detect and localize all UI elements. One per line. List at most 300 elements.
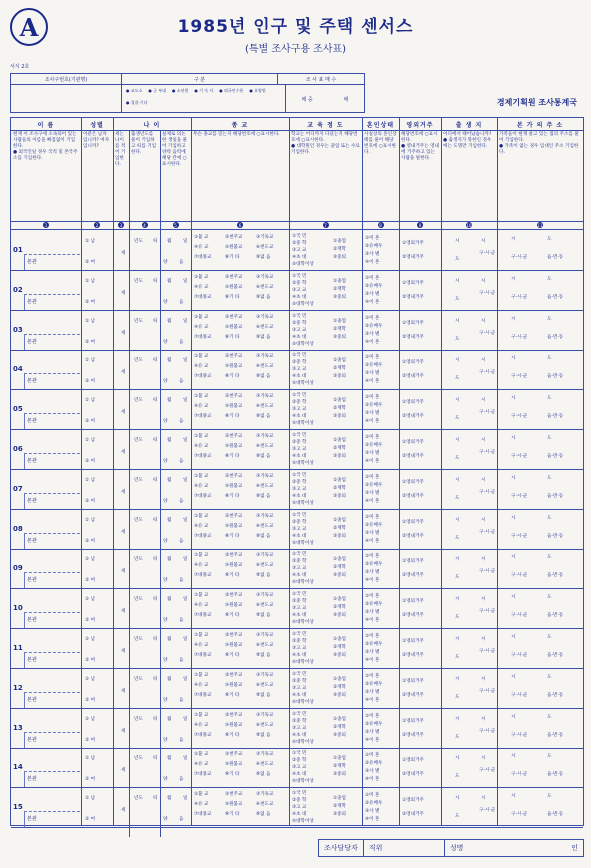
relation-label: 본관 (27, 298, 37, 305)
religion-option: ⑨없 음 (256, 414, 271, 420)
column-instruction: 사실상의 혼인상태를 물어 해당번호에 ○표시한다. (364, 132, 397, 155)
barracks-option: ①영외거주 (402, 798, 424, 804)
birthplace-province: 도 (455, 376, 460, 382)
education-status-option: ③중퇴 (333, 533, 346, 539)
marital-option: ①미 혼 (365, 713, 380, 719)
education-status-option: ③중퇴 (333, 334, 346, 340)
birthplace-city: 시 (455, 637, 460, 642)
marital-option: ②유배우 (365, 681, 383, 687)
marital-option: ④이 혼 (365, 538, 380, 544)
table-row[interactable] (11, 668, 583, 709)
sex-female-option: ② 여 (85, 737, 96, 743)
education-status-option: ①졸업 (333, 597, 346, 603)
solar-option: 양 (163, 339, 168, 345)
religion-option: ③기독교 (256, 672, 274, 678)
birthday-month-label: 월 (167, 637, 172, 642)
religion-option: ⑨없 음 (256, 732, 271, 738)
education-option: ②중 학 (292, 758, 307, 764)
column-number-badge: 10 (466, 222, 472, 228)
religion-option: ⑥천도교 (256, 682, 274, 688)
education-status-option: ②재학 (333, 525, 346, 531)
address-part: 시 (511, 595, 516, 601)
religion-option: ⑧기 타 (225, 334, 240, 340)
relation-label: 본관 (27, 418, 37, 425)
sex-female-option: ② 여 (85, 339, 96, 345)
religion-option: ⑨없 음 (256, 533, 271, 539)
sex-male-option: ① 남 (85, 597, 96, 603)
row-number: 05 (13, 405, 23, 414)
birthplace-city-suffix: 시 (481, 239, 486, 244)
census-logo: A (10, 8, 48, 46)
birthday-day-label: 일 (183, 597, 188, 603)
marital-option: ④이 혼 (365, 658, 380, 663)
religion-option: ②천주교 (225, 354, 243, 360)
sex-male-option: ① 남 (85, 796, 96, 802)
education-option: ③고 교 (292, 447, 307, 452)
sex-female-option: ② 여 (85, 618, 96, 624)
education-status-option: ③중퇴 (333, 732, 346, 738)
row-divider (24, 652, 25, 668)
religion-option: ⑤원불교 (225, 762, 243, 768)
birthplace-city-suffix: 시 (481, 517, 486, 523)
row-number: 09 (13, 564, 23, 573)
row-divider (24, 572, 25, 588)
zodiac-label: 띠 (153, 597, 158, 603)
birthday-day-label: 일 (183, 239, 188, 244)
address-part: 읍·면·동 (547, 653, 564, 658)
education-option: ④초 대 (292, 334, 307, 340)
row-divider (24, 692, 25, 708)
education-status-option: ①졸업 (333, 398, 346, 404)
column-header: 이 름 (37, 121, 55, 129)
religion-option: ⑤원불교 (225, 284, 243, 290)
lunar-option: 음 (179, 419, 184, 425)
marital-option: ①미 혼 (365, 514, 380, 520)
address-part: 도 (547, 674, 552, 680)
sex-female-option: ② 여 (85, 777, 96, 783)
education-option: ③고 교 (292, 367, 307, 373)
marital-option: ②유배우 (365, 363, 383, 369)
row-divider (24, 254, 25, 270)
sex-male-option: ① 남 (85, 557, 96, 563)
marital-option: ②유배우 (365, 562, 383, 568)
zodiac-label: 띠 (153, 398, 158, 404)
birthplace-city: 시 (455, 438, 460, 443)
birthplace-city-suffix: 시 (481, 358, 486, 364)
birthplace-city-suffix: 시 (481, 676, 486, 682)
birthday-day-label: 일 (183, 676, 188, 682)
address-part: 시 (511, 794, 516, 800)
address-part: 읍·면·동 (547, 374, 564, 380)
religion-option: ①불 교 (194, 394, 209, 400)
religion-option: ⑤원불교 (225, 444, 243, 449)
religion-option: ②천주교 (225, 274, 243, 280)
birthplace-county: 구·시·군 (479, 251, 496, 256)
birthplace-city: 시 (455, 318, 460, 324)
education-option: ②중 학 (292, 440, 307, 445)
barracks-option: ②영내거주 (402, 653, 424, 658)
religion-option: ①불 교 (194, 633, 209, 638)
religion-option: ⑦대종교 (194, 454, 212, 459)
age-unit: 세 (121, 450, 126, 455)
marital-option: ③사 별 (365, 451, 380, 456)
zodiac-label: 띠 (153, 318, 158, 324)
religion-option: ⑨없 음 (256, 812, 271, 818)
marital-option: ②유배우 (365, 522, 383, 528)
religion-option: ⑥천도교 (256, 762, 274, 768)
table-row[interactable] (11, 389, 583, 430)
religion-option: ④유 교 (194, 324, 209, 330)
zodiac-label: 띠 (153, 358, 158, 364)
religion-option: ①불 교 (194, 473, 209, 479)
column-instruction: 실제로 의논한 생일을 물어 기입하고 양력 음력에 해당 칸에 ○표시한다. (162, 132, 188, 167)
birthplace-city: 시 (455, 756, 460, 762)
row-number: 10 (13, 604, 23, 613)
birthplace-city-suffix: 시 (481, 398, 486, 404)
religion-option: ①불 교 (194, 354, 209, 360)
sex-female-option: ② 여 (85, 498, 96, 504)
religion-option: ②천주교 (225, 792, 243, 798)
column-number-badge: 2 (95, 222, 99, 228)
marital-option: ④이 혼 (365, 260, 380, 265)
name-field[interactable]: 성명 인 (449, 844, 578, 852)
column-instruction: 세는 나이를 적어 기입한다. (115, 132, 126, 167)
birth-year-label: 년도 (134, 438, 143, 443)
religion-option: ⑧기 타 (225, 772, 240, 778)
row-divider (24, 453, 25, 469)
marital-option: ①미 혼 (365, 395, 380, 401)
category-option[interactable]: ● 기 숙 사 (194, 88, 214, 93)
education-status-option: ②재학 (333, 645, 346, 650)
marital-option: ②유배우 (365, 244, 383, 249)
birthday-day-label: 일 (183, 637, 188, 642)
barracks-option: ①영외거주 (402, 320, 424, 326)
religion-option: ③기독교 (256, 314, 274, 320)
row-divider (24, 294, 25, 310)
religion-option: ③기독교 (256, 394, 274, 400)
birthday-day-label: 일 (183, 756, 188, 762)
category-option[interactable]: ● 요양원 (249, 88, 266, 93)
education-status-option: ③중퇴 (333, 493, 346, 499)
age-unit: 세 (121, 609, 126, 615)
birthplace-province: 도 (455, 734, 460, 740)
age-unit: 세 (121, 728, 126, 734)
birth-year-label: 년도 (134, 716, 143, 722)
birth-year-label: 년도 (134, 557, 143, 563)
solar-option: 양 (163, 379, 168, 385)
table-row[interactable] (11, 270, 583, 311)
table-row[interactable] (11, 588, 583, 629)
birthplace-province: 도 (455, 336, 460, 342)
table-row[interactable] (11, 787, 583, 828)
education-option: ③고 교 (292, 606, 307, 612)
sex-female-option: ② 여 (85, 817, 96, 823)
birthplace-city-suffix: 시 (481, 637, 486, 642)
category-option[interactable]: ● 교도소 (126, 88, 143, 93)
address-part: 구·시·군 (511, 414, 528, 420)
education-option: ③고 교 (292, 685, 307, 691)
education-option: ⑤대학이상 (292, 461, 314, 466)
zodiac-label: 띠 (153, 756, 158, 762)
age-unit: 세 (121, 330, 126, 336)
row-divider (24, 732, 80, 733)
address-part: 시 (511, 714, 516, 720)
birthday-month-label: 월 (167, 597, 172, 603)
address-part: 구·시·군 (511, 692, 528, 698)
marital-option: ②유배우 (365, 602, 383, 608)
religion-option: ④유 교 (194, 722, 209, 728)
lunar-option: 음 (179, 459, 184, 464)
religion-option: ⑦대종교 (194, 414, 212, 420)
sex-female-option: ② 여 (85, 538, 96, 544)
education-status-option: ①졸업 (333, 796, 346, 802)
religion-option: ②천주교 (225, 712, 243, 718)
zodiac-label: 띠 (153, 796, 158, 802)
category-option[interactable]: ● 군 부대 (148, 88, 166, 93)
birthplace-city: 시 (455, 358, 460, 364)
address-part: 도 (547, 396, 552, 402)
birth-year-label: 년도 (134, 796, 143, 802)
marital-option: ①미 혼 (365, 275, 380, 281)
religion-option: ⑥천도교 (256, 324, 274, 330)
education-option: ②중 학 (292, 320, 307, 326)
surveyor-signature-box (318, 839, 584, 857)
address-part: 시 (511, 635, 516, 640)
column-instruction: 해당번호에 ○표시한다. ● 영내거주는 영내에 거주하고 있는 사람을 말한다. (401, 132, 439, 161)
religion-option: ⑧기 타 (225, 374, 240, 380)
religion-option: ⑨없 음 (256, 573, 271, 579)
birthday-month-label: 월 (167, 398, 172, 404)
table-row[interactable] (11, 230, 583, 271)
marital-option: ②유배우 (365, 482, 383, 488)
age-unit: 세 (121, 410, 126, 416)
row-divider (24, 294, 80, 295)
religion-option: ④유 교 (194, 284, 209, 290)
education-status-option: ②재학 (333, 804, 346, 810)
zodiac-label: 띠 (153, 438, 158, 443)
row-divider (24, 533, 80, 534)
religion-option: ⑧기 타 (225, 533, 240, 539)
marital-option: ④이 혼 (365, 459, 380, 464)
marital-option: ③사 별 (365, 530, 380, 536)
address-part: 읍·면·동 (547, 812, 564, 818)
religion-option: ⑧기 타 (225, 613, 240, 619)
education-option: ①국 민 (292, 273, 307, 279)
marital-option: ②유배우 (365, 403, 383, 409)
religion-option: ④유 교 (194, 364, 209, 370)
sex-male-option: ① 남 (85, 358, 96, 364)
survey-no-field[interactable] (11, 85, 122, 113)
row-divider (24, 493, 25, 509)
barracks-option: ②영내거주 (402, 732, 424, 738)
barracks-option: ①영외거주 (402, 718, 424, 724)
religion-option: ②천주교 (225, 593, 243, 599)
birthday-day-label: 일 (183, 278, 188, 284)
religion-option: ②천주교 (225, 434, 243, 439)
lunar-option: 음 (179, 498, 184, 504)
table-row[interactable] (11, 509, 583, 550)
religion-option: ①불 교 (194, 752, 209, 758)
marital-option: ①미 혼 (365, 435, 380, 440)
religion-option: ①불 교 (194, 434, 209, 439)
row-divider (24, 334, 80, 335)
religion-option: ④유 교 (194, 245, 209, 250)
address-part: 도 (547, 635, 552, 640)
table-row[interactable] (11, 708, 583, 749)
birthplace-province: 도 (455, 615, 460, 621)
education-option: ④초 대 (292, 414, 307, 420)
table-row[interactable] (11, 628, 583, 669)
category-option[interactable]: ● 경찰·기타 (126, 99, 148, 105)
religion-option: ⑥천도교 (256, 444, 274, 449)
birthplace-province: 도 (455, 814, 460, 820)
age-unit: 세 (121, 370, 126, 376)
table-row[interactable] (11, 469, 583, 510)
row-number: 13 (13, 723, 23, 732)
religion-option: ④유 교 (194, 603, 209, 609)
religion-option: ⑤원불교 (225, 603, 243, 609)
education-option: ③고 교 (292, 725, 307, 731)
address-part: 도 (547, 794, 552, 800)
sex-male-option: ① 남 (85, 318, 96, 324)
birthplace-county: 구·시·군 (479, 649, 496, 654)
table-row[interactable] (11, 349, 583, 390)
religion-option: ④유 교 (194, 444, 209, 449)
barracks-option: ①영외거주 (402, 479, 424, 485)
education-option: ⑤대학이상 (292, 540, 314, 546)
address-part: 시 (511, 754, 516, 760)
address-part: 시 (511, 674, 516, 680)
education-option: ①국 민 (292, 512, 307, 518)
birthday-day-label: 일 (183, 557, 188, 563)
birthplace-county: 구·시·군 (479, 450, 496, 455)
barracks-option: ②영내거주 (402, 692, 424, 698)
barracks-option: ②영내거주 (402, 772, 424, 778)
marital-option: ①미 혼 (365, 315, 380, 321)
barracks-option: ①영외거주 (402, 559, 424, 565)
category-option[interactable]: ● 외국인수용 (219, 88, 244, 93)
barracks-option: ①영외거주 (402, 599, 424, 605)
column-instruction: 어디에서 태어났습니까? ● 출생지가 북한인 경우에는 도명만 기입한다. (443, 132, 492, 149)
birthday-month-label: 월 (167, 557, 172, 563)
address-part: 구·시·군 (511, 613, 528, 619)
birthplace-county: 구·시·군 (479, 688, 496, 694)
marital-option: ③사 별 (365, 371, 380, 377)
education-option: ①국 민 (292, 632, 307, 637)
row-number: 11 (13, 644, 23, 652)
religion-option: ⑨없 음 (256, 692, 271, 698)
education-status-option: ①졸업 (333, 557, 346, 563)
religion-option: ②천주교 (225, 553, 243, 559)
row-number: 08 (13, 524, 23, 533)
solar-option: 양 (163, 618, 168, 624)
relation-label: 본관 (27, 657, 37, 663)
table-row[interactable] (11, 310, 583, 351)
birth-year-label: 년도 (134, 477, 143, 483)
marital-option: ②유배우 (365, 721, 383, 727)
sheets-field[interactable]: 매 중 매 (301, 96, 349, 103)
religion-option: ⑨없 음 (256, 334, 271, 340)
birthplace-province: 도 (455, 416, 460, 422)
religion-option: ⑦대종교 (194, 255, 212, 260)
education-option: ②중 학 (292, 280, 307, 286)
birthplace-city-suffix: 시 (481, 477, 486, 483)
relation-label: 본관 (27, 378, 37, 385)
religion-option: ①불 교 (194, 712, 209, 718)
religion-option: ⑤원불교 (225, 523, 243, 529)
marital-option: ③사 별 (365, 689, 380, 695)
birth-year-label: 년도 (134, 318, 143, 324)
column-number-badge: 4 (143, 222, 146, 228)
address-part: 도 (547, 356, 552, 362)
religion-option: ⑦대종교 (194, 653, 212, 658)
religion-option: ⑥천도교 (256, 802, 274, 808)
sex-female-option: ② 여 (85, 260, 96, 265)
education-status-option: ①졸업 (333, 438, 346, 443)
age-unit: 세 (121, 569, 126, 575)
religion-option: ⑧기 타 (225, 294, 240, 300)
position-field[interactable]: 직위 (364, 840, 445, 856)
barracks-option: ①영외거주 (402, 758, 424, 764)
religion-option: ⑤원불교 (225, 722, 243, 728)
sex-male-option: ① 남 (85, 239, 96, 244)
education-option: ⑤대학이상 (292, 779, 314, 785)
birthday-month-label: 월 (167, 358, 172, 364)
birthplace-county: 구·시·군 (479, 410, 496, 416)
birthplace-county: 구·시·군 (479, 808, 496, 814)
row-number: 03 (13, 325, 23, 334)
religion-option: ④유 교 (194, 563, 209, 569)
relation-label: 본관 (27, 458, 37, 464)
birthplace-province: 도 (455, 694, 460, 700)
birthplace-province: 도 (455, 575, 460, 581)
row-divider (24, 612, 80, 613)
address-part: 읍·면·동 (547, 613, 564, 619)
column-instruction: 이분은 남자입니까? 여자입니까? (83, 132, 110, 149)
marital-option: ①미 혼 (365, 634, 380, 639)
marital-option: ①미 혼 (365, 594, 380, 600)
address-part: 구·시·군 (511, 454, 528, 459)
barracks-option: ②영내거주 (402, 454, 424, 459)
solar-option: 양 (163, 777, 168, 783)
education-option: ④초 대 (292, 653, 307, 658)
marital-option: ③사 별 (365, 809, 380, 815)
address-part: 시 (511, 555, 516, 561)
birthplace-city-suffix: 시 (481, 796, 486, 802)
education-status-option: ①졸업 (333, 637, 346, 642)
marital-option: ①미 혼 (365, 474, 380, 480)
column-header: 본 가 의 주 소 (516, 121, 564, 129)
education-option: ①국 민 (292, 234, 307, 239)
education-status-option: ③중퇴 (333, 613, 346, 619)
religion-option: ⑤원불교 (225, 563, 243, 569)
organization-name: 경제기획원 조사통계국 (496, 98, 577, 107)
marital-option: ①미 혼 (365, 236, 380, 241)
table-row[interactable] (11, 548, 583, 589)
age-unit: 세 (121, 808, 126, 814)
table-row[interactable] (11, 747, 583, 788)
education-option: ③고 교 (292, 526, 307, 532)
religion-option: ⑦대종교 (194, 533, 212, 539)
category-option[interactable]: ● 소년원 (172, 88, 189, 93)
table-row[interactable] (11, 429, 583, 470)
birthplace-province: 도 (455, 535, 460, 541)
religion-option: ⑧기 타 (225, 414, 240, 420)
religion-option: ②천주교 (225, 752, 243, 758)
education-option: ④초 대 (292, 454, 307, 459)
religion-option: ⑦대종교 (194, 493, 212, 499)
column-header: 종 교 (231, 121, 249, 129)
